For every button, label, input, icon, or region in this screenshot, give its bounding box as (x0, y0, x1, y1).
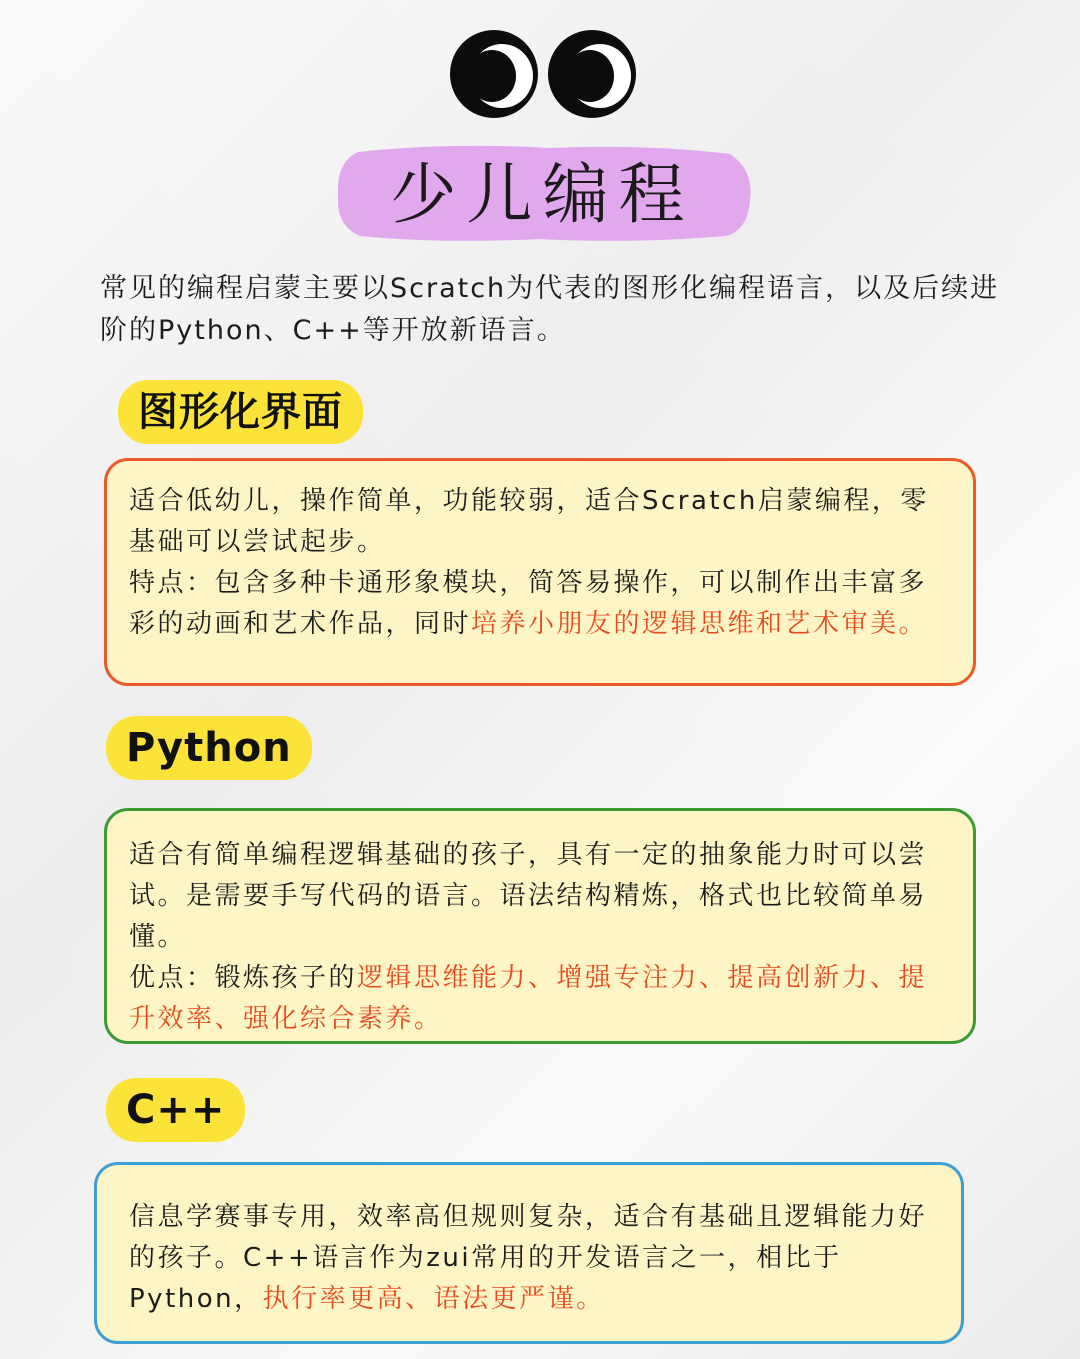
card-cpp-highlight: 执行率更高、语法更严谨。 (262, 1284, 605, 1314)
section-label-cpp: C++ (106, 1078, 245, 1142)
card-graphical-features-text: 特点：包含多种卡通形象模块，简答易操作，可以制作出丰富多彩的动画和艺术作品，同时 (129, 568, 928, 639)
card-cpp (94, 1162, 964, 1344)
card-python-advantages (129, 958, 951, 1040)
section-label-python: Python (106, 716, 312, 780)
card-cpp-desc-text: 信息学赛事专用，效率高但规则复杂，适合有基础且逻辑能力好的孩子。C++语言作为zui常用的开发语言之一，相比于Python， (129, 1202, 928, 1314)
card-python-highlight: 逻辑思维能力、增强专注力、提高创新力、提升效率、强化综合素养。 (129, 963, 928, 1034)
card-python (104, 808, 976, 1044)
card-cpp-desc (129, 1197, 931, 1320)
card-python-advantages-text: 优点：锻炼孩子的 (129, 963, 358, 993)
card-graphical (104, 458, 976, 686)
intro-text: 常见的编程启蒙主要以Scratch为代表的图形化编程语言，以及后续进阶的Python、C++等开放新语言。 (100, 273, 1000, 346)
cartoon-eyes-icon (448, 26, 638, 122)
card-graphical-desc: 适合低幼儿，操作简单，功能较弱，适合Scratch启蒙编程，零基础可以尝试起步。 (129, 486, 929, 557)
card-graphical-features (129, 563, 951, 645)
card-python-desc: 适合有简单编程逻辑基础的孩子，具有一定的抽象能力时可以尝试。是需要手写代码的语言。语法结构精炼，格式也比较简单易懂。 (129, 840, 928, 952)
page-title: 少儿编程 (390, 156, 695, 233)
card-graphical-highlight: 培养小朋友的逻辑思维和艺术审美。 (471, 609, 928, 639)
section-label-graphical: 图形化界面 (118, 380, 363, 444)
